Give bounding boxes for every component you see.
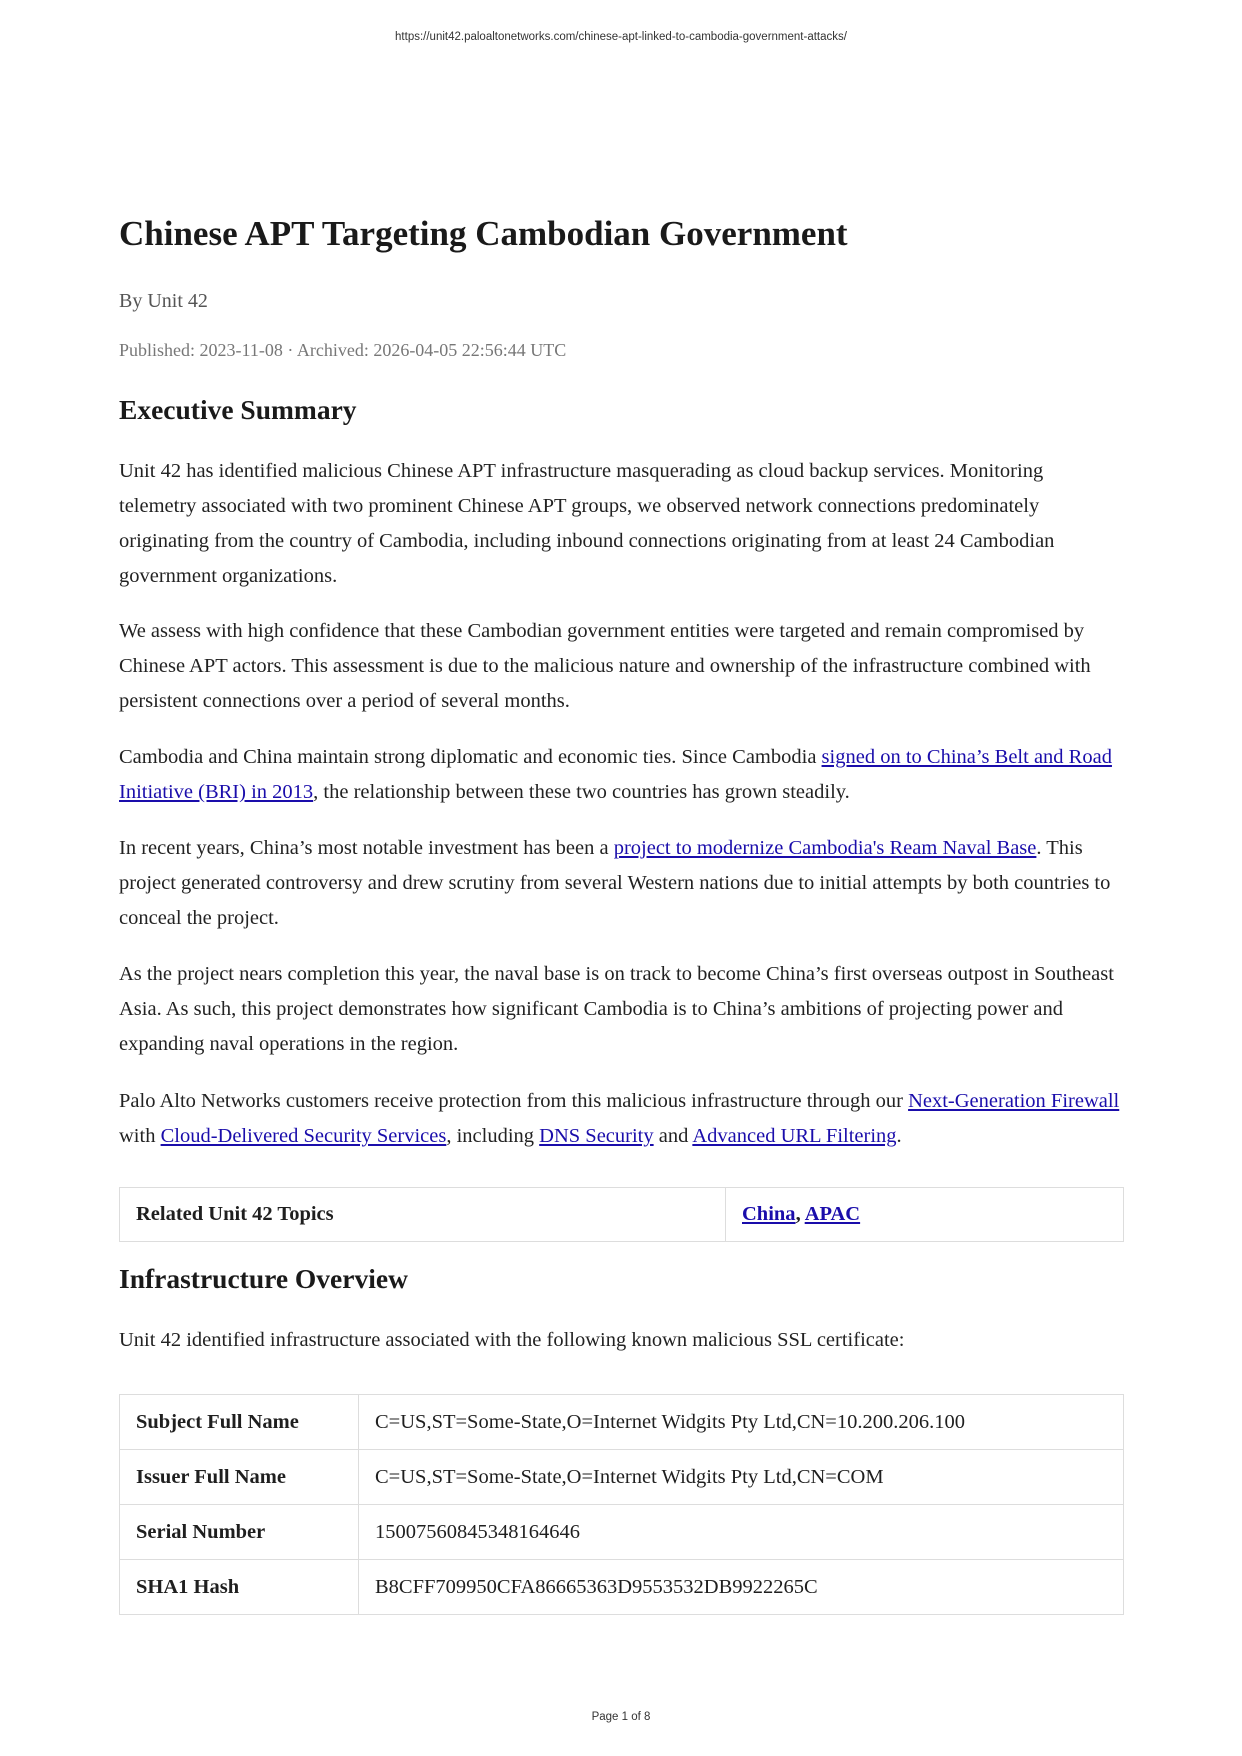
topic-china-link[interactable]: China (742, 1203, 796, 1225)
table-row (120, 1450, 1124, 1505)
infrastructure-intro: Unit 42 identified infrastructure associated with the following known malicious SSL certificate: (119, 1329, 905, 1351)
cert-key: Issuer Full Name (120, 1450, 359, 1505)
p4-text-pre: In recent years, China’s most notable investment has been a (119, 837, 614, 859)
p4-text-post: . This project generated controversy and drew scrutiny from several Western nations due to initial attempts by both countries to conceal the project. (119, 837, 1111, 929)
url-filtering-link[interactable]: Advanced URL Filtering (692, 1125, 897, 1147)
p6-text-mid3: and (653, 1125, 693, 1147)
article-dates (119, 338, 566, 362)
cert-key: Subject Full Name (120, 1395, 359, 1450)
summary-paragraph-5: As the project nears completion this year, the naval base is on track to become China’s first overseas outpost in Southeast Asia. As such, this project demonstrates how significant Cambodia is to China’s ambitions of projecting power and expanding naval operations in the region. (119, 963, 1114, 1055)
summary-paragraph-6 (119, 1084, 1123, 1154)
summary-paragraph-4 (119, 831, 1123, 936)
topic-separator: , (795, 1203, 805, 1225)
p3-text-pre: Cambodia and China maintain strong diplomatic and economic ties. Since Cambodia (119, 746, 822, 768)
summary-paragraph-1: Unit 42 has identified malicious Chinese APT infrastructure masquerading as cloud backup services. Monitoring telemetry associated with two prominent Chinese APT groups, we observed network connections predominately originating from the country of Cambodia, including inbound connections originating from at least 24 Cambodian government organizations. (119, 460, 1055, 587)
related-topics-links (726, 1188, 1124, 1242)
cert-value: 15007560845348164646 (359, 1505, 1124, 1560)
related-topics-table (119, 1187, 1124, 1242)
page-number-footer: Page 1 of 8 (591, 1711, 651, 1723)
published-date: Published: 2023-11-08 (119, 340, 283, 360)
p6-text-end: . (896, 1125, 902, 1147)
bri-link[interactable]: signed on to China’s Belt and Road Initiative (BRI) in 2013 (119, 746, 1112, 803)
ngfw-link[interactable]: Next-Generation Firewall (908, 1090, 1120, 1112)
p6-text-pre: Palo Alto Networks customers receive protection from this malicious infrastructure through our (119, 1090, 909, 1112)
table-row (120, 1395, 1124, 1450)
ssl-certificate-table (119, 1394, 1124, 1615)
article-byline: By Unit 42 (119, 290, 208, 312)
infrastructure-overview-heading: Infrastructure Overview (119, 1263, 408, 1294)
page-url-header: https://unit42.paloaltonetworks.com/chinese-apt-linked-to-cambodia-government-attacks/ (395, 31, 847, 43)
p3-text-post: , the relationship between these two countries has grown steadily. (313, 781, 850, 803)
table-row (120, 1560, 1124, 1615)
article-title: Chinese APT Targeting Cambodian Government (119, 214, 848, 253)
p6-text-mid2: , including (446, 1125, 540, 1147)
cert-value: C=US,ST=Some-State,O=Internet Widgits Pty Ltd,CN=COM (359, 1450, 1124, 1505)
ream-naval-base-link[interactable]: project to modernize Cambodia's Ream Naval Base (613, 837, 1037, 859)
cert-key: SHA1 Hash (120, 1560, 359, 1615)
summary-paragraph-2: We assess with high confidence that these Cambodian government entities were targeted and remain compromised by Chinese APT actors. This assessment is due to the malicious nature and ownership of the infrastructure combined with persistent connections over a period of several months. (119, 620, 1091, 712)
cert-value: B8CFF709950CFA86665363D9553532DB9922265C (359, 1560, 1124, 1615)
cloud-security-link[interactable]: Cloud-Delivered Security Services (160, 1125, 447, 1147)
dns-security-link[interactable]: DNS Security (539, 1125, 654, 1147)
cert-value: C=US,ST=Some-State,O=Internet Widgits Pty Ltd,CN=10.200.206.100 (359, 1395, 1124, 1450)
archived-date: Archived: 2026-04-05 22:56:44 UTC (296, 340, 567, 360)
related-topics-label: Related Unit 42 Topics (120, 1188, 726, 1242)
cert-key: Serial Number (120, 1505, 359, 1560)
summary-paragraph-3 (119, 740, 1123, 810)
executive-summary-heading: Executive Summary (119, 394, 357, 425)
p6-text-mid1: with (119, 1125, 161, 1147)
topic-apac-link[interactable]: APAC (804, 1203, 861, 1225)
date-separator: · (282, 340, 297, 360)
table-row (120, 1505, 1124, 1560)
related-topics-row (120, 1188, 1124, 1242)
